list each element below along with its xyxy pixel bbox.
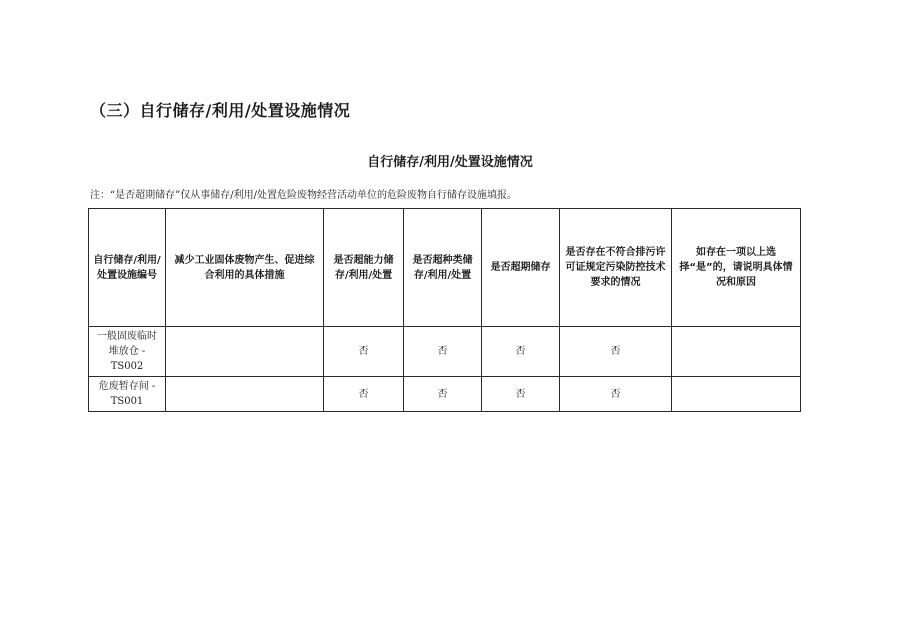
measures-cell [166, 377, 324, 412]
facility-code-cell: 危废暂存间 -TS001 [89, 377, 166, 412]
table-note: 注：“是否超期储存”仅从事储存/利用/处置危险废物经营活动单位的危险废物自行储存设施填报。 [90, 190, 517, 201]
table-row [89, 327, 801, 377]
column-header-over-period: 是否超期储存 [482, 209, 560, 327]
over-type-cell: 否 [404, 377, 482, 412]
table-title: 自行储存/利用/处置设施情况 [367, 155, 533, 170]
non-compliance-cell: 否 [560, 327, 672, 377]
measures-cell [166, 327, 324, 377]
over-period-cell: 否 [482, 377, 560, 412]
column-header-over-type: 是否超种类储存/利用/处置 [404, 209, 482, 327]
column-header-facility-code: 自行储存/利用/处置设施编号 [89, 209, 166, 327]
column-header-over-capacity: 是否超能力储存/利用/处置 [324, 209, 404, 327]
over-period-cell: 否 [482, 327, 560, 377]
explanation-cell [672, 377, 801, 412]
over-capacity-cell: 否 [324, 327, 404, 377]
column-header-non-compliance: 是否存在不符合排污许可证规定污染防控技术要求的情况 [560, 209, 672, 327]
facility-code-cell: 一般固废临时堆放仓 -TS002 [89, 327, 166, 377]
section-heading: （三）自行储存/利用/处置设施情况 [90, 101, 351, 120]
over-capacity-cell: 否 [324, 377, 404, 412]
table-row [89, 377, 801, 412]
explanation-cell [672, 327, 801, 377]
column-header-explanation: 如存在一项以上选择“是”的，请说明具体情况和原因 [672, 209, 801, 327]
non-compliance-cell: 否 [560, 377, 672, 412]
table-header-row [89, 209, 801, 327]
column-header-measures: 减少工业固体废物产生、促进综合利用的具体措施 [166, 209, 324, 327]
over-type-cell: 否 [404, 327, 482, 377]
facility-table [88, 208, 801, 412]
